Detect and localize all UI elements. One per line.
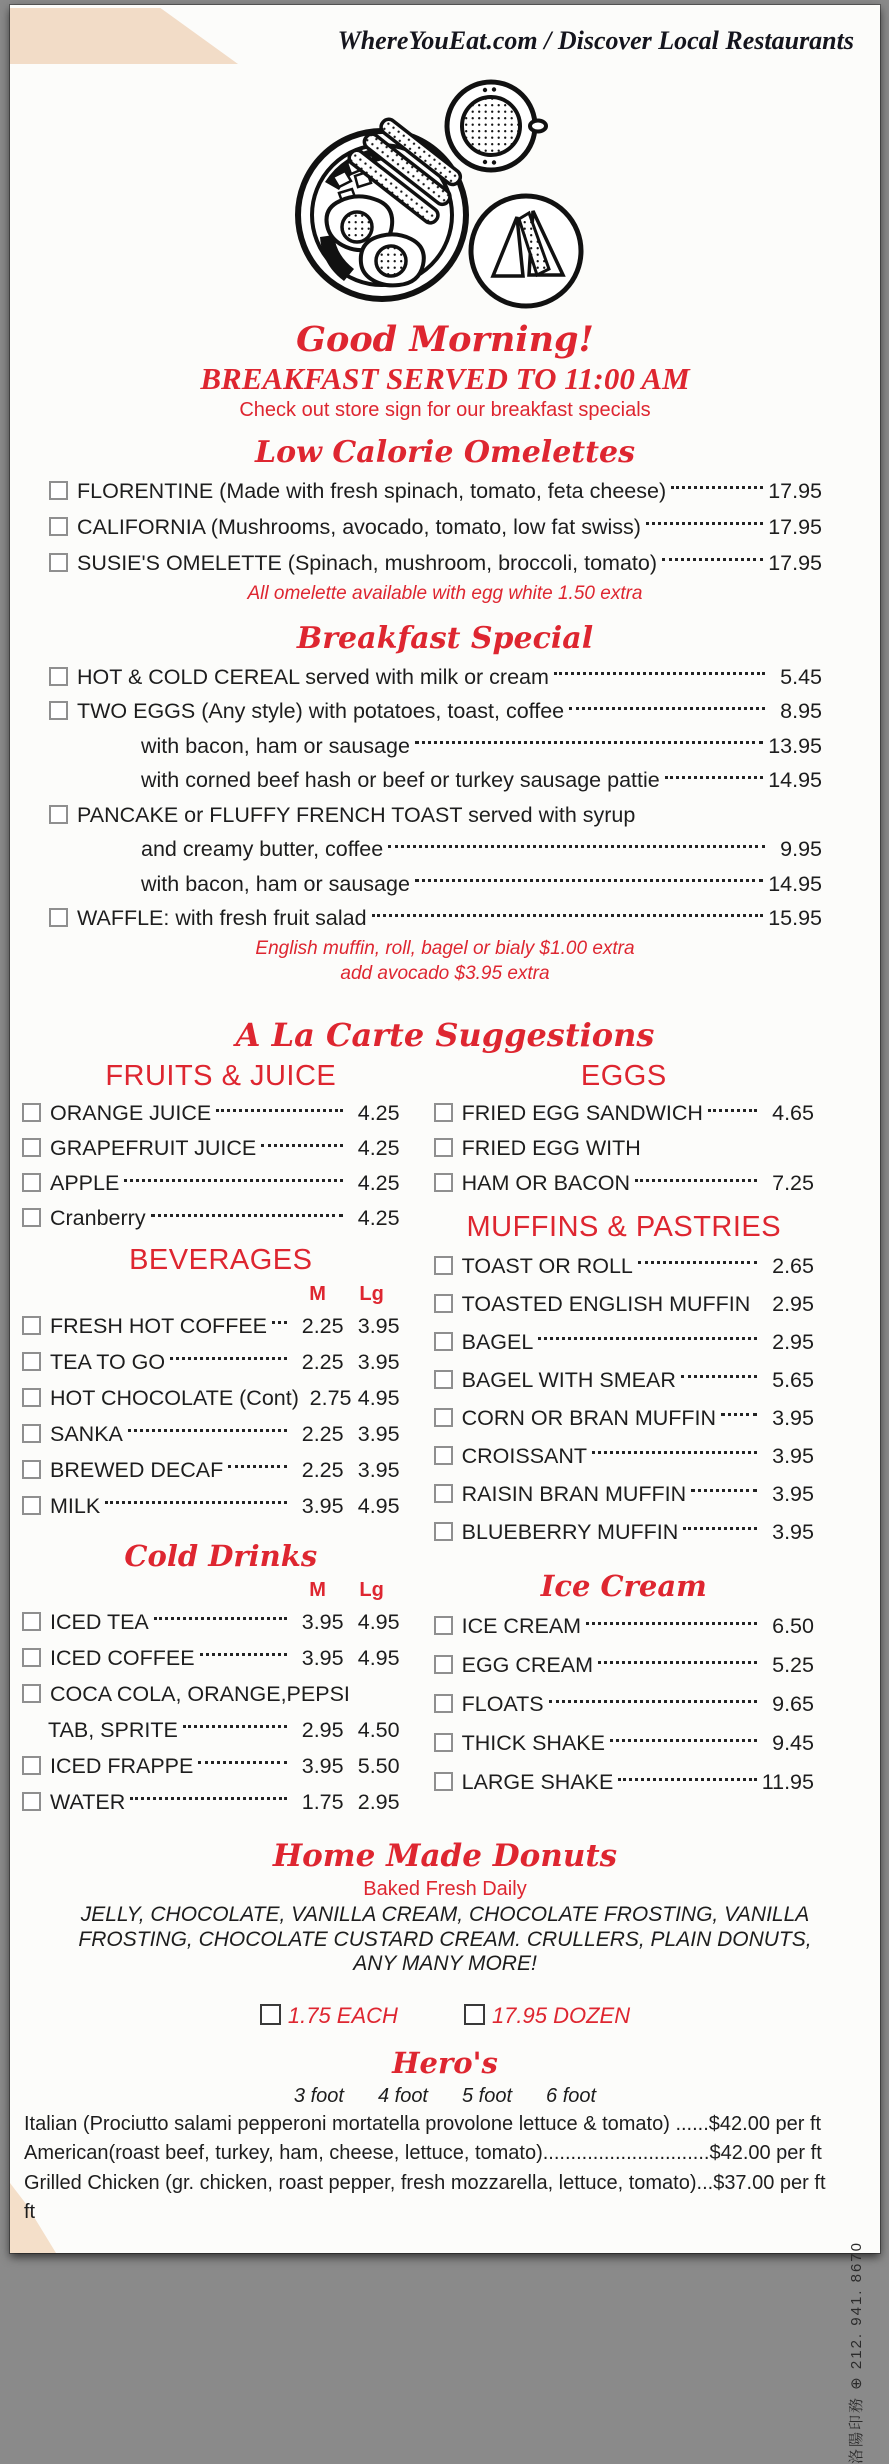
item-price: 7.25	[772, 1171, 814, 1195]
item-checkbox	[22, 1612, 41, 1631]
section-title-donuts: Home Made Donuts	[272, 1838, 618, 1874]
menu-item-row	[434, 1361, 814, 1399]
menu-item-row	[22, 1676, 420, 1712]
item-name: MILK	[50, 1493, 101, 1518]
item-checkbox	[22, 1173, 41, 1192]
dot-leader	[128, 1429, 287, 1432]
site-header: WhereYouEat.com / Discover Local Restaurants	[337, 26, 854, 55]
dot-leader	[183, 1725, 287, 1728]
item-price-large: 3.95	[357, 1349, 400, 1374]
item-price-large: 5.50	[357, 1753, 400, 1778]
ice-cream-list	[434, 1607, 814, 1802]
item-name: TOAST OR ROLL	[461, 1253, 633, 1278]
item-price-large: 4.95	[357, 1493, 400, 1518]
menu-item-row	[22, 1784, 420, 1820]
menu-item-row	[49, 509, 822, 545]
section-title-heros: Hero's	[392, 2045, 498, 2080]
item-price: 14.95	[768, 871, 822, 896]
dot-leader	[721, 1413, 757, 1416]
menu-item-row	[49, 473, 822, 509]
dot-leader	[618, 1778, 756, 1781]
dot-leader	[198, 1761, 286, 1764]
menu-item-row	[49, 902, 822, 937]
item-checkbox	[434, 1332, 453, 1351]
dot-leader	[646, 522, 763, 525]
menu-item-row	[22, 1488, 420, 1524]
item-price-large: 2.95	[357, 1789, 400, 1814]
dot-leader	[216, 1109, 342, 1112]
item-price-large: 4.95	[357, 1385, 400, 1410]
menu-item-row	[434, 1323, 814, 1361]
item-name: CORN OR BRAN MUFFIN	[461, 1405, 717, 1430]
item-name: LARGE SHAKE	[461, 1770, 614, 1794]
menu-item-row	[434, 1607, 814, 1646]
item-price: 4.25	[357, 1206, 400, 1230]
item-checkbox	[22, 1496, 41, 1515]
item-checkbox	[434, 1138, 453, 1157]
dot-leader	[638, 1261, 757, 1264]
item-name: ICED FRAPPE	[50, 1753, 194, 1778]
item-name: BAGEL WITH SMEAR	[461, 1367, 676, 1392]
menu-item-row	[49, 798, 822, 833]
menu-item-row	[434, 1513, 814, 1551]
item-checkbox	[49, 517, 68, 536]
item-checkbox	[22, 1208, 41, 1227]
hero-item-line: Grilled Chicken (gr. chicken, roast pepper, fresh mozzarella, lettuce, tomato)...$37.00 per ft	[24, 2171, 826, 2194]
item-price-medium: 3.95	[301, 1753, 344, 1778]
hero-size-label: 5 foot	[462, 2084, 513, 2107]
dot-leader	[708, 1109, 757, 1112]
printer-mark: 洛陽印務 ⊕ 212. 941. 8670	[848, 2241, 865, 2464]
item-checkbox	[22, 1388, 41, 1407]
item-checkbox	[22, 1103, 41, 1122]
item-price: 5.45	[780, 664, 822, 689]
donut-dozen-label: 17.95 DOZEN	[491, 2002, 631, 2028]
menu-item-row	[434, 1475, 814, 1513]
item-price: 3.95	[772, 1443, 814, 1468]
menu-item-row	[49, 833, 822, 868]
item-name: with corned beef hash or beef or turkey sausage pattie	[141, 768, 660, 793]
item-name: and creamy butter, coffee	[141, 837, 384, 862]
item-name: FRESH HOT COFFEE	[50, 1313, 268, 1338]
item-name: TEA TO GO	[50, 1349, 166, 1374]
item-price: 5.65	[772, 1367, 814, 1392]
item-name: GRAPEFRUIT JUICE	[50, 1136, 257, 1160]
dot-leader	[372, 914, 764, 917]
item-name: with bacon, ham or sausage	[141, 871, 410, 896]
menu-item-row	[22, 1201, 420, 1236]
item-checkbox	[22, 1424, 41, 1443]
item-name: SUSIE'S OMELETTE (Spinach, mushroom, broccoli, tomato)	[77, 550, 658, 575]
fruits-list	[22, 1096, 420, 1236]
item-name: CROISSANT	[461, 1443, 588, 1468]
item-price: 4.25	[357, 1136, 400, 1160]
item-price: 5.25	[772, 1653, 814, 1677]
left-column	[22, 1056, 420, 1820]
item-name: EGG CREAM	[461, 1653, 594, 1677]
item-checkbox	[434, 1294, 453, 1313]
size-column-m: M	[309, 1579, 326, 1601]
dot-leader	[586, 1622, 757, 1625]
menu-item-row	[22, 1166, 420, 1201]
item-checkbox	[22, 1684, 41, 1703]
item-price-medium: 2.25	[301, 1457, 344, 1482]
breakfast-special-list	[22, 660, 868, 936]
hero-item-line: ft	[24, 2201, 36, 2223]
item-price: 17.95	[768, 550, 822, 575]
hero-item-line: Italian (Prociutto salami pepperoni mortatella provolone lettuce & tomato) ......$42.00 per ft	[24, 2112, 822, 2135]
item-name: THICK SHAKE	[461, 1731, 605, 1755]
item-name: HAM OR BACON	[461, 1171, 631, 1195]
donuts-description: JELLY, CHOCOLATE, VANILLA CREAM, CHOCOLATE FROSTING, VANILLA FROSTING, CHOCOLATE CUSTARD CREAM. CRULLERS, PLAIN DONUTS, ANY MANY MORE!	[78, 1903, 812, 1975]
item-name: WATER	[50, 1789, 126, 1814]
item-name: HOT & COLD CEREAL served with milk or cream	[77, 664, 549, 689]
greeting-heading: Good Morning!	[296, 319, 594, 360]
item-checkbox	[434, 1484, 453, 1503]
a-la-carte-columns	[22, 1056, 868, 1820]
item-price: 15.95	[768, 906, 822, 931]
dot-leader	[228, 1465, 286, 1468]
item-price-medium: 2.95	[301, 1717, 344, 1742]
dot-leader	[200, 1653, 287, 1656]
menu-item-row	[22, 1344, 420, 1380]
section-title-omelettes: Low Calorie Omelettes	[255, 435, 635, 470]
dot-leader	[261, 1144, 342, 1147]
item-checkbox	[434, 1522, 453, 1541]
item-checkbox	[434, 1103, 453, 1122]
size-column-lg: Lg	[359, 1579, 384, 1601]
cold-drinks-list	[22, 1604, 420, 1820]
breakfast-hours-heading: BREAKFAST SERVED TO 11:00 AM	[200, 361, 690, 396]
dot-leader	[662, 558, 763, 561]
item-checkbox	[434, 1370, 453, 1389]
donuts-subtitle: Baked Fresh Daily	[363, 1878, 527, 1900]
item-name: WAFFLE: with fresh fruit salad	[77, 906, 367, 931]
item-checkbox	[22, 1648, 41, 1667]
donut-each-price	[260, 2003, 398, 2029]
scanned-menu-page	[10, 5, 880, 2464]
dot-leader	[415, 879, 763, 882]
item-checkbox	[434, 1733, 453, 1752]
menu-item-row	[434, 1166, 814, 1201]
item-name: ICED COFFEE	[50, 1645, 195, 1670]
dot-leader	[415, 741, 763, 744]
right-column	[420, 1056, 868, 1802]
item-checkbox	[464, 2004, 485, 2025]
dot-leader	[151, 1214, 343, 1217]
breakfast-specials-note: Check out store sign for our breakfast specials	[239, 399, 651, 421]
menu-item-row	[22, 1748, 420, 1784]
section-title-a-la-carte: A La Carte Suggestions	[235, 1016, 655, 1054]
item-name: TWO EGGS (Any style) with potatoes, toast, coffee	[77, 699, 565, 724]
item-price-medium: 2.75	[309, 1385, 352, 1410]
size-column-lg: Lg	[359, 1283, 384, 1305]
dot-leader	[635, 1179, 757, 1182]
item-name: CALIFORNIA (Mushrooms, avocado, tomato, low fat swiss)	[77, 514, 641, 539]
item-checkbox	[22, 1352, 41, 1371]
item-checkbox	[434, 1173, 453, 1192]
item-price-medium: 2.25	[301, 1349, 344, 1374]
item-price-medium: 2.25	[301, 1421, 344, 1446]
dot-leader	[598, 1661, 757, 1664]
menu-item-row	[49, 545, 822, 581]
item-name: SANKA	[50, 1421, 123, 1446]
hero-size-label: 3 foot	[293, 2084, 344, 2107]
item-price: 2.65	[772, 1253, 814, 1278]
item-checkbox	[434, 1772, 453, 1791]
dot-leader	[130, 1797, 286, 1800]
item-price-large: 3.95	[357, 1421, 400, 1446]
donut-dozen-price	[464, 2003, 630, 2029]
item-checkbox	[49, 667, 68, 686]
item-price: 2.95	[772, 1291, 814, 1316]
item-checkbox	[22, 1138, 41, 1157]
menu-item-row	[434, 1437, 814, 1475]
item-name: ICE CREAM	[461, 1614, 582, 1638]
item-price-medium: 3.95	[301, 1493, 344, 1518]
menu-item-row	[49, 764, 822, 799]
item-price: 17.95	[768, 478, 822, 503]
item-name: BLUEBERRY MUFFIN	[461, 1519, 679, 1544]
menu-item-row	[49, 867, 822, 902]
item-checkbox	[49, 701, 68, 720]
size-column-m: M	[309, 1283, 326, 1305]
item-name: with bacon, ham or sausage	[141, 733, 410, 758]
cold-drinks-size-header	[22, 1576, 420, 1604]
menu-item-row	[434, 1399, 814, 1437]
menu-item-row	[22, 1452, 420, 1488]
item-price: 2.95	[772, 1329, 814, 1354]
dot-leader	[105, 1501, 286, 1504]
breakfast-extra-note-2: add avocado $3.95 extra	[340, 963, 550, 984]
item-price: 9.65	[772, 1692, 814, 1716]
item-name: HOT CHOCOLATE (Cont)	[50, 1385, 299, 1410]
donuts-prices-row	[22, 2001, 868, 2031]
dot-leader	[554, 672, 765, 675]
menu-item-row	[22, 1416, 420, 1452]
item-name: TOASTED ENGLISH MUFFIN	[461, 1291, 751, 1316]
item-name: TAB, SPRITE	[48, 1717, 178, 1742]
hero-size-label: 6 foot	[546, 2084, 597, 2107]
section-title-beverages: BEVERAGES	[129, 1244, 313, 1276]
item-price-medium: 3.95	[301, 1645, 344, 1670]
breakfast-extra-note-1: English muffin, roll, bagel or bialy $1.00 extra	[255, 938, 635, 959]
item-price: 17.95	[768, 514, 822, 539]
dot-leader	[665, 776, 763, 779]
dot-leader	[610, 1739, 757, 1742]
dot-leader	[388, 845, 765, 848]
item-price-large: 4.95	[357, 1609, 400, 1634]
menu-item-row	[434, 1131, 814, 1166]
item-price: 4.25	[357, 1171, 400, 1195]
item-name: RAISIN BRAN MUFFIN	[461, 1481, 687, 1506]
dot-leader	[124, 1179, 342, 1182]
item-checkbox	[22, 1792, 41, 1811]
coffee-cup-icon	[447, 82, 546, 170]
item-price-medium: 3.95	[301, 1609, 344, 1634]
menu-item-row	[49, 729, 822, 764]
dot-leader	[691, 1489, 757, 1492]
item-price: 14.95	[768, 768, 822, 793]
item-checkbox	[434, 1446, 453, 1465]
item-checkbox	[434, 1408, 453, 1427]
menu-item-row	[22, 1380, 420, 1416]
item-name: FRIED EGG SANDWICH	[461, 1101, 703, 1125]
item-checkbox	[49, 553, 68, 572]
item-name: COCA COLA, ORANGE,PEPSI	[50, 1681, 350, 1706]
section-title-fruits-juice: FRUITS & JUICE	[105, 1060, 337, 1092]
item-checkbox	[22, 1460, 41, 1479]
item-checkbox	[434, 1256, 453, 1275]
toast-plate-icon	[471, 196, 581, 306]
item-price-large: 3.95	[357, 1457, 400, 1482]
item-name: FRIED EGG WITH	[461, 1136, 641, 1160]
item-checkbox	[22, 1756, 41, 1775]
item-checkbox	[49, 805, 68, 824]
item-price: 3.95	[772, 1405, 814, 1430]
menu-item-row	[434, 1646, 814, 1685]
omelettes-list	[22, 473, 868, 581]
section-title-eggs: EGGS	[580, 1060, 667, 1092]
dot-leader	[538, 1337, 757, 1340]
item-checkbox	[434, 1655, 453, 1674]
item-price: 11.95	[761, 1770, 814, 1794]
item-name: ORANGE JUICE	[50, 1101, 212, 1125]
hero-item-line: American(roast beef, turkey, ham, cheese, lettuce, tomato)..............................$42.00 per ft	[24, 2142, 822, 2164]
item-checkbox	[434, 1616, 453, 1635]
dot-leader	[569, 707, 765, 710]
section-title-breakfast-special: Breakfast Special	[296, 621, 594, 656]
menu-item-row	[22, 1308, 420, 1344]
menu-item-row	[22, 1640, 420, 1676]
item-name: FLORENTINE (Made with fresh spinach, tomato, feta cheese)	[77, 478, 667, 503]
item-price: 3.95	[772, 1481, 814, 1506]
item-price: 9.95	[780, 837, 822, 862]
item-checkbox	[22, 1316, 41, 1335]
dot-leader	[683, 1527, 757, 1530]
beverages-list	[22, 1308, 420, 1524]
menu-item-row	[434, 1285, 814, 1323]
dot-leader	[549, 1700, 757, 1703]
menu-item-row	[22, 1604, 420, 1640]
dot-leader	[154, 1617, 287, 1620]
item-checkbox	[434, 1694, 453, 1713]
breakfast-plate-illustration	[295, 77, 595, 313]
item-price-large: 4.95	[357, 1645, 400, 1670]
hero-size-label: 4 foot	[377, 2084, 428, 2107]
omelettes-note: All omelette available with egg white 1.50 extra	[247, 583, 643, 604]
menu-item-row	[434, 1247, 814, 1285]
menu-item-row	[22, 1096, 420, 1131]
dot-leader	[671, 486, 763, 489]
item-name: FLOATS	[461, 1692, 544, 1716]
menu-item-row	[22, 1712, 420, 1748]
hero-items	[22, 2110, 868, 2228]
eggs-list	[434, 1096, 814, 1201]
dot-leader	[681, 1375, 757, 1378]
dot-leader	[272, 1321, 287, 1324]
item-price-large: 3.95	[357, 1313, 400, 1338]
menu-item-row	[22, 1131, 420, 1166]
menu-item-row	[434, 1763, 814, 1802]
dot-leader	[592, 1451, 757, 1454]
item-price: 3.95	[772, 1519, 814, 1544]
item-price: 8.95	[780, 699, 822, 724]
item-name: BREWED DECAF	[50, 1457, 224, 1482]
item-price-large: 4.50	[357, 1717, 400, 1742]
eggs-bacon-plate-icon	[298, 113, 468, 299]
menu-item-row	[434, 1685, 814, 1724]
item-checkbox	[49, 481, 68, 500]
item-price: 4.65	[772, 1101, 814, 1125]
item-price: 9.45	[772, 1731, 814, 1755]
dot-leader	[170, 1357, 287, 1360]
item-name: ICED TEA	[50, 1609, 149, 1634]
muffins-list	[434, 1247, 814, 1551]
section-title-cold-drinks: Cold Drinks	[124, 1539, 318, 1573]
item-name: PANCAKE or FLUFFY FRENCH TOAST served with syrup	[77, 802, 636, 827]
donut-each-label: 1.75 EACH	[287, 2002, 398, 2028]
item-price: 6.50	[772, 1614, 814, 1638]
item-price: 4.25	[357, 1101, 400, 1125]
menu-item-row	[434, 1724, 814, 1763]
section-title-ice-cream: Ice Cream	[540, 1569, 707, 1603]
item-name: APPLE	[50, 1171, 120, 1195]
item-price-medium: 1.75	[301, 1789, 344, 1814]
item-price-medium: 2.25	[301, 1313, 344, 1338]
item-price: 13.95	[768, 733, 822, 758]
section-title-muffins-pastries: MUFFINS & PASTRIES	[466, 1211, 782, 1243]
menu-item-row	[49, 695, 822, 730]
item-name: Cranberry	[50, 1206, 146, 1230]
menu-item-row	[49, 660, 822, 695]
beverages-size-header	[22, 1280, 420, 1308]
item-checkbox	[49, 908, 68, 927]
hero-sizes-row	[22, 2083, 868, 2110]
menu-item-row	[434, 1096, 814, 1131]
item-name: BAGEL	[461, 1329, 534, 1354]
item-checkbox	[260, 2004, 281, 2025]
